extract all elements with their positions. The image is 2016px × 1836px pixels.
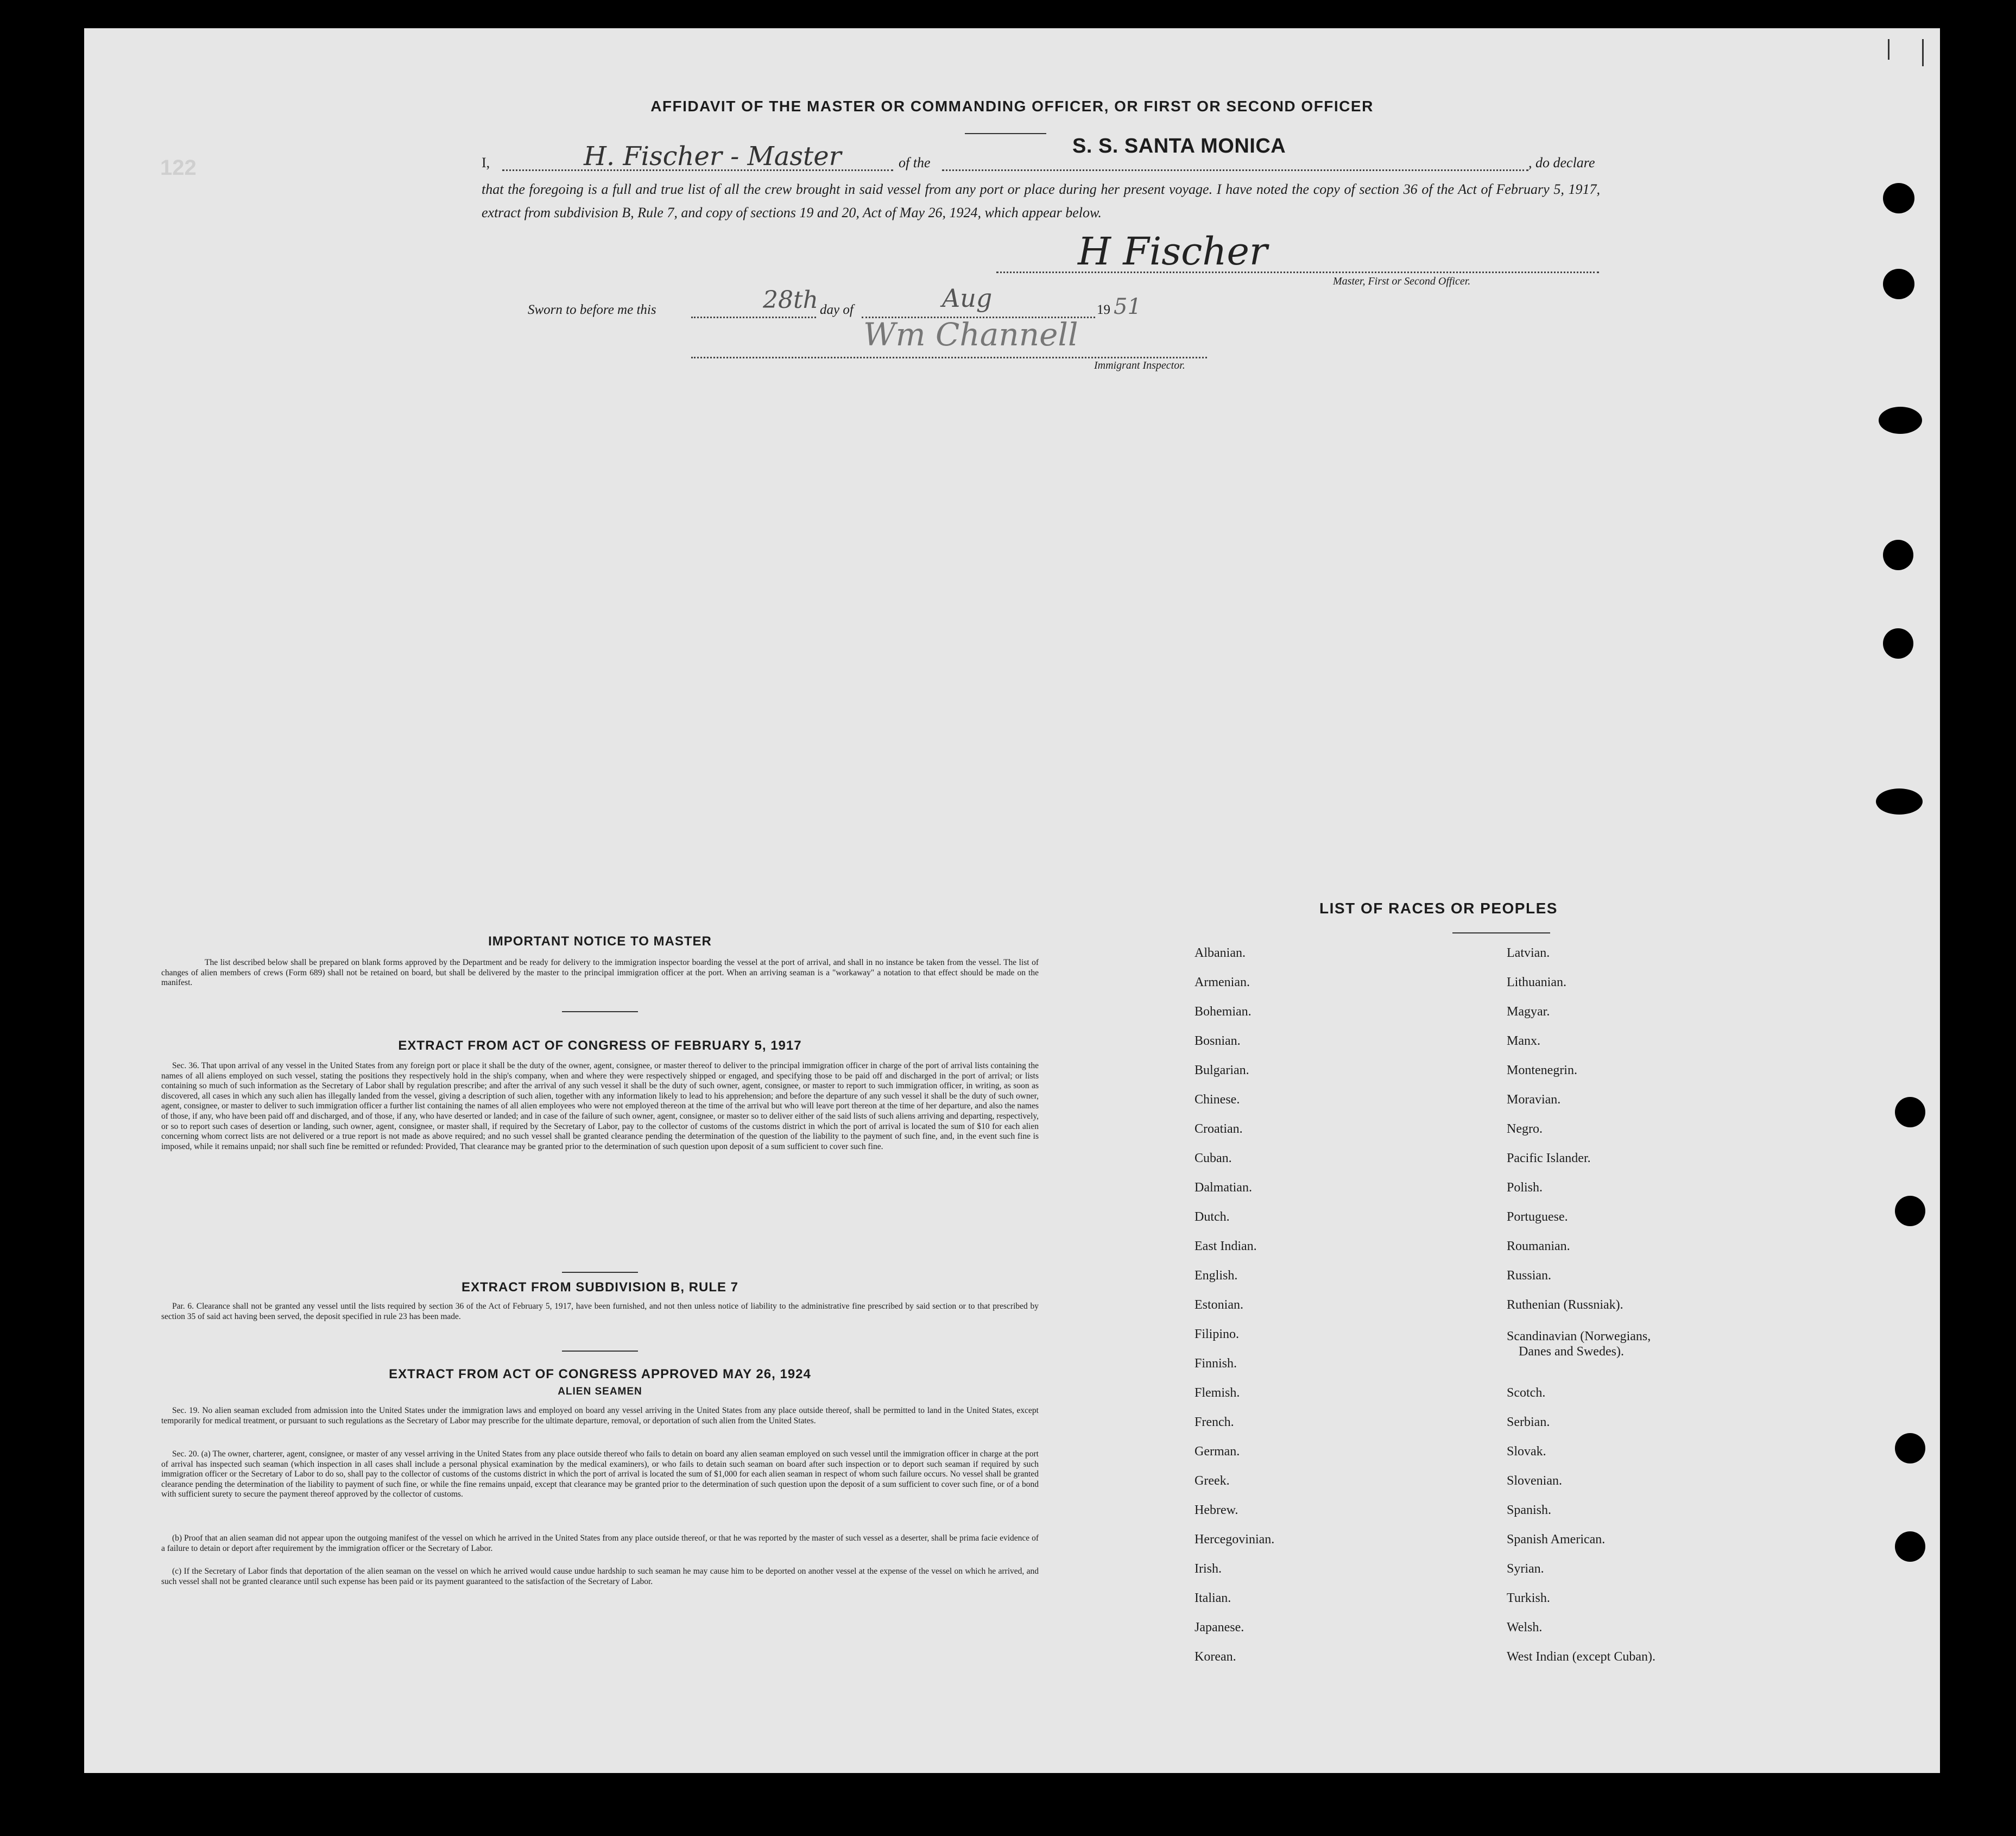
- race-item: Pacific Islander.: [1507, 1151, 1591, 1165]
- sec20b-text: (b) Proof that an alien seaman did not appear upon the outgoing manifest of the vessel on which he arrived in the United States from any place outside thereof, or that he was reported by the master of such vessel as a deserter, shall be prima facie evidence of a failure to detain or deport after requirement by the immigration officer or the Secretary of Labor.: [161, 1534, 1039, 1553]
- declaration-line-suffix: , do declare: [1528, 155, 1595, 171]
- punch-hole: [1895, 1097, 1925, 1127]
- races-divider: [1452, 932, 1550, 933]
- race-item: Japanese.: [1195, 1620, 1244, 1635]
- race-item: Ruthenian (Russniak).: [1507, 1298, 1623, 1312]
- punch-hole: [1895, 1433, 1925, 1463]
- race-item: Armenian.: [1195, 975, 1250, 989]
- race-item: Estonian.: [1195, 1298, 1243, 1312]
- master-name-handwritten: H. Fischer - Master: [584, 141, 842, 172]
- race-item: Roumanian.: [1507, 1239, 1570, 1253]
- race-item: Moravian.: [1507, 1093, 1561, 1107]
- race-item: Spanish.: [1507, 1503, 1552, 1517]
- extract-1917-divider: [562, 1272, 638, 1273]
- race-item: Italian.: [1195, 1591, 1231, 1605]
- extract-1917-text: Sec. 36. That upon arrival of any vessel in the United States from any foreign port or place it shall be the duty of the owner, agent, consignee, or master thereof to deliver to the principal immigration officer in charge of the port of arrival lists containing the names of all aliens employed on such vessel, stating the positions they respectively hold in the ship's company, when and where they were respectively shipped or engaged, and specifying those to be paid off and discharged in the port of arrival; or lists containing so much of such information as the Secretary of Labor shall by regulation prescribe; and after the arrival of any such vessel it shall be the duty of such owner, agent, consignee, or master to report to such immigration officer, in writing, as soon as discovered, all cases in which any such alien has illegally landed from the vessel, giving a description of such alien, together with any information likely to lead to his apprehension; and before the departure of any such vessel it shall be the duty of such owner, agent, consignee, or master to deliver to such immigration officer a further list containing the names of all alien employees who were not employed thereon at the time of the arrival but who will leave port thereon at the time of her departure, and also the names of those, if any, who have been paid off and discharged, and of those, if any, who have deserted or landed; and in case of the failure of such owner, agent, consignee, or master so to deliver either of the said lists of such aliens arriving and departing, respectively, or so to report such cases of desertion or landing, such owner, agent, consignee, or master shall, if required by the Secretary of Labor, pay to the collector of customs of the customs district in which the port of arrival is located the sum of $10 for each alien concerning whom correct lists are not delivered or a true report is not made as above required; and no such vessel shall be granted clearance pending the determination of the question of the liability to the payment of such fine, and, in the event such fine is imposed, while it remains unpaid; nor shall such fine be remitted or refunded: Provided, That clearance may be granted prior to the determination of such question upon deposit of a sum sufficient to cover such fine.: [161, 1061, 1039, 1151]
- declaration-line-mid: of the: [899, 155, 931, 171]
- notice-title: IMPORTANT NOTICE TO MASTER: [488, 934, 712, 949]
- race-item: French.: [1195, 1415, 1234, 1429]
- race-item: Greek.: [1195, 1474, 1230, 1488]
- corner-mark: [1922, 39, 1924, 66]
- race-item: Filipino.: [1195, 1327, 1240, 1341]
- race-item: Magyar.: [1507, 1005, 1550, 1019]
- vessel-line: [942, 169, 1528, 171]
- rule7-divider: [562, 1351, 638, 1352]
- race-item: Scotch.: [1507, 1386, 1546, 1400]
- race-item: Cuban.: [1195, 1151, 1232, 1165]
- race-item: Serbian.: [1507, 1415, 1550, 1429]
- signature-caption: Master, First or Second Officer.: [1333, 275, 1471, 287]
- race-item: Hebrew.: [1195, 1503, 1238, 1517]
- race-item: Danes and Swedes).: [1519, 1345, 1624, 1359]
- race-item: Turkish.: [1507, 1591, 1550, 1605]
- race-item: Flemish.: [1195, 1386, 1240, 1400]
- sec19-text: Sec. 19. No alien seaman excluded from admission into the United States under the immigration laws and employed on board any vessel arriving in the United States from any place outside thereof, shall be permitted to land in the United States, except temporarily for medical treatment, or pursuant to such regulations as the Secretary of Labor may prescribe for the ultimate departure, removal, or deportation of such alien from the United States.: [161, 1406, 1039, 1425]
- race-item: Lithuanian.: [1507, 975, 1566, 989]
- race-item: Scandinavian (Norwegians,: [1507, 1329, 1651, 1343]
- punch-hole: [1895, 1196, 1925, 1226]
- race-item: Hercegovinian.: [1195, 1532, 1275, 1547]
- corner-mark: [1888, 39, 1889, 60]
- declaration-body: that the foregoing is a full and true list of all the crew brought in said vessel from any port or place during her present voyage. I have noted the copy of section 36 of the Act of February 5, 1917, extract from subdivision B, Rule 7, and copy of sections 19 and 20, Act of May 26, 1924, which appear below.: [482, 181, 1600, 220]
- sworn-year-handwritten: 51: [1114, 294, 1141, 319]
- race-item: Russian.: [1507, 1269, 1552, 1283]
- race-item: Syrian.: [1507, 1562, 1544, 1576]
- punch-hole: [1883, 183, 1914, 213]
- race-item: East Indian.: [1195, 1239, 1257, 1253]
- declaration-line-prefix: I,: [482, 155, 490, 171]
- extract-1924-title: EXTRACT FROM ACT OF CONGRESS APPROVED MAY 26, 1924: [389, 1367, 811, 1381]
- notice-divider: [562, 1011, 638, 1012]
- inspector-signature-handwritten: Wm Channell: [863, 316, 1078, 353]
- inspector-caption: Immigrant Inspector.: [1094, 359, 1185, 371]
- rule7-text: Par. 6. Clearance shall not be granted any vessel until the lists required by section 36 of the Act of February 5, 1917, have been furnished, and not then unless notice of liability to the administrative fine prescribed by said section or to that prescribed by section 35 of said act having been served, the deposit specified in rule 23 has been made.: [161, 1302, 1039, 1321]
- margin-page-mark: 122: [160, 156, 197, 180]
- vessel-name: S. S. SANTA MONICA: [1072, 135, 1286, 157]
- extract-1917-title: EXTRACT FROM ACT OF CONGRESS OF FEBRUARY 5, 1917: [398, 1038, 802, 1053]
- sworn-day-line: [691, 317, 816, 318]
- race-item: Slovenian.: [1507, 1474, 1562, 1488]
- race-item: Manx.: [1507, 1034, 1540, 1048]
- race-item: Dutch.: [1195, 1210, 1230, 1224]
- race-item: Welsh.: [1507, 1620, 1543, 1635]
- race-item: Latvian.: [1507, 946, 1550, 960]
- race-item: West Indian (except Cuban).: [1507, 1650, 1655, 1664]
- punch-hole: [1883, 628, 1913, 659]
- race-item: Albanian.: [1195, 946, 1246, 960]
- race-item: Croatian.: [1195, 1122, 1243, 1136]
- notice-text: The list described below shall be prepared on blank forms approved by the Department and be ready for delivery to the immigration inspector boarding the vessel at the port of arrival, and shall in no instance be taken from the vessel. The list of changes of alien members of crews (Form 689) shall not be retained on board, but shall be delivered by the master to the principal immigration officer at the port. When an arriving seaman is a "workaway" a notation to that effect should be made on the manifest.: [161, 958, 1039, 988]
- sworn-day-handwritten: 28th: [763, 286, 819, 314]
- race-item: Dalmatian.: [1195, 1181, 1252, 1195]
- race-item: Bosnian.: [1195, 1034, 1241, 1048]
- race-item: English.: [1195, 1269, 1238, 1283]
- sworn-dayof-label: day of: [820, 302, 854, 317]
- inspector-line: [691, 357, 1207, 358]
- sec20a-text: Sec. 20. (a) The owner, charterer, agent, consignee, or master of any vessel arriving in the United States from any place outside thereof who fails to detain on board any alien seaman employed on such vessel until the immigration officer in charge at the port of arrival has inspected such seaman (which inspection in all cases shall include a personal physical examination by the medical examiners), or who fails to detain such seaman on board after such inspection or to deport such seaman if required by such immigration officer or the Secretary of Labor to do so, shall pay to the collector of customs of the customs district in which the port of arrival is located the sum of $1,000 for each alien seaman in respect of whom such failure occurs. No vessel shall be granted clearance pending the determination of the liability to payment of such fine, or while the fine remains unpaid, except that clearance may be granted prior to the determination of such question upon the deposit of a sum sufficient to cover such fine, or of a bond with sufficient surety to secure the payment thereof approved by the collector of customs.: [161, 1449, 1039, 1499]
- race-item: Bohemian.: [1195, 1005, 1252, 1019]
- race-item: Portuguese.: [1507, 1210, 1568, 1224]
- sworn-year-prefix: 19: [1097, 302, 1110, 317]
- title-divider: [965, 133, 1046, 134]
- sec20c-text: (c) If the Secretary of Labor finds that deportation of the alien seaman on the vessel on which he arrived would cause undue hardship to such seaman he may cause him to be deported on another vessel at the expense of the vessel on which he arrived, and such vessel shall not be granted clearance until such expense has been paid or its payment guaranteed to the satisfaction of the Secretary of Labor.: [161, 1567, 1039, 1586]
- race-item: Polish.: [1507, 1181, 1543, 1195]
- punch-hole: [1876, 788, 1923, 815]
- punch-hole: [1895, 1531, 1925, 1562]
- rule7-title: EXTRACT FROM SUBDIVISION B, RULE 7: [461, 1280, 739, 1295]
- alien-seamen-subtitle: ALIEN SEAMEN: [558, 1386, 642, 1397]
- race-item: Irish.: [1195, 1562, 1222, 1576]
- race-item: Montenegrin.: [1507, 1063, 1577, 1077]
- sworn-month-handwritten: Aug: [942, 283, 993, 313]
- sworn-label: Sworn to before me this: [528, 302, 656, 317]
- race-item: German.: [1195, 1444, 1240, 1459]
- form-sheet: [84, 28, 1940, 1773]
- race-item: Chinese.: [1195, 1093, 1240, 1107]
- affidavit-title: AFFIDAVIT OF THE MASTER OR COMMANDING OFFICER, OR FIRST OR SECOND OFFICER: [650, 98, 1374, 115]
- punch-hole: [1883, 269, 1914, 299]
- races-title: LIST OF RACES OR PEOPLES: [1319, 900, 1558, 917]
- punch-hole: [1879, 407, 1922, 434]
- race-item: Finnish.: [1195, 1357, 1237, 1371]
- race-item: Spanish American.: [1507, 1532, 1606, 1547]
- race-item: Korean.: [1195, 1650, 1236, 1664]
- master-signature-handwritten: H Fischer: [1078, 229, 1268, 274]
- punch-hole: [1883, 540, 1913, 570]
- race-item: Negro.: [1507, 1122, 1543, 1136]
- race-item: Bulgarian.: [1195, 1063, 1249, 1077]
- race-item: Slovak.: [1507, 1444, 1546, 1459]
